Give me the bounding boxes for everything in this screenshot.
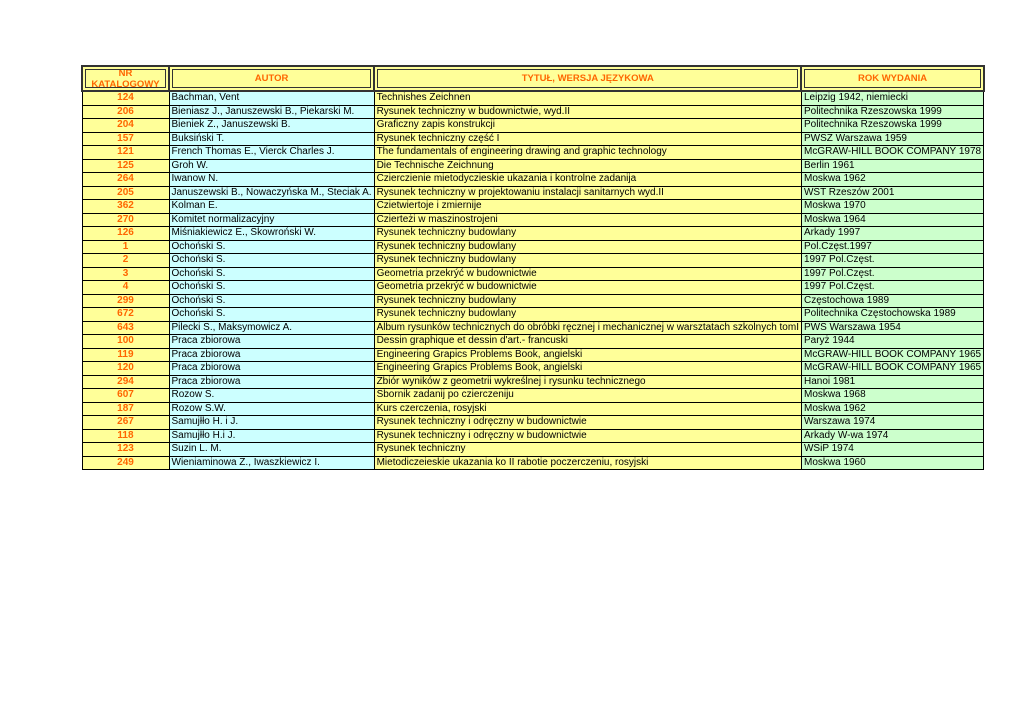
table-row [82, 213, 984, 227]
publication-cell: Leipzig 1942, niemiecki [801, 91, 983, 105]
catalog-number-cell: 1 [82, 240, 169, 254]
title-cell: Rysunek techniczny w projektowaniu instalacji sanitarnych wyd.II [374, 186, 801, 200]
catalog-number-cell: 100 [82, 335, 169, 349]
publication-cell: McGRAW-HILL BOOK COMPANY 1978 [801, 146, 983, 160]
author-cell: Iwanow N. [169, 173, 374, 187]
catalog-number-cell: 204 [82, 119, 169, 133]
author-cell: Ochoński S. [169, 308, 374, 322]
publication-cell: Arkady W-wa 1974 [801, 429, 983, 443]
header-row [82, 66, 984, 91]
catalog-number-cell: 270 [82, 213, 169, 227]
table-row [82, 443, 984, 457]
author-cell: Ochoński S. [169, 294, 374, 308]
table-row [82, 281, 984, 295]
catalog-number-cell: 267 [82, 416, 169, 430]
title-cell: Engineering Grapics Problems Book, angielski [374, 362, 801, 376]
publication-cell: Politechnika Rzeszowska 1999 [801, 119, 983, 133]
author-cell: Bachman, Vent [169, 91, 374, 105]
author-cell: Praca zbiorowa [169, 348, 374, 362]
publication-cell: Moskwa 1962 [801, 402, 983, 416]
title-cell: Die Technische Zeichnung [374, 159, 801, 173]
table-row [82, 416, 984, 430]
author-cell: French Thomas E., Vierck Charles J. [169, 146, 374, 160]
table-row [82, 119, 984, 133]
publication-cell: Berlin 1961 [801, 159, 983, 173]
publication-cell: Hanoi 1981 [801, 375, 983, 389]
publication-cell: PWS Warszawa 1954 [801, 321, 983, 335]
publication-cell: WST Rzeszów 2001 [801, 186, 983, 200]
publication-cell: 1997 Pol.Częst. [801, 281, 983, 295]
catalog-number-cell: 249 [82, 456, 169, 470]
catalog-number-cell: 125 [82, 159, 169, 173]
author-cell: Bieniek Z., Januszewski B. [169, 119, 374, 133]
title-cell: Rysunek techniczny budowlany [374, 308, 801, 322]
title-cell: Zbiór wyników z geometrii wykreślnej i rysunku technicznego [374, 375, 801, 389]
catalog-number-cell: 362 [82, 200, 169, 214]
author-cell: Suzin L. M. [169, 443, 374, 457]
catalog-number-cell: 264 [82, 173, 169, 187]
catalog-number-cell: 120 [82, 362, 169, 376]
title-cell: Rysunek techniczny i odręczny w budownictwie [374, 416, 801, 430]
title-cell: Rysunek techniczny budowlany [374, 240, 801, 254]
author-cell: Samujłło H.i J. [169, 429, 374, 443]
table-row [82, 227, 984, 241]
author-cell: Pilecki S., Maksymowicz A. [169, 321, 374, 335]
catalog-number-cell: 299 [82, 294, 169, 308]
author-cell: Wieniaminowa Z., Iwaszkiewicz I. [169, 456, 374, 470]
catalog-number-cell: 124 [82, 91, 169, 105]
catalog-number-cell: 643 [82, 321, 169, 335]
table-row [82, 402, 984, 416]
author-cell: Bieniasz J., Januszewski B., Piekarski M. [169, 105, 374, 119]
catalog-number-cell: 187 [82, 402, 169, 416]
title-cell: Rysunek techniczny i odręczny w budownictwie [374, 429, 801, 443]
catalog-number-cell: 2 [82, 254, 169, 268]
table-row [82, 186, 984, 200]
author-cell: Komitet normalizacyjny [169, 213, 374, 227]
author-cell: Miśniakiewicz E., Skowroński W. [169, 227, 374, 241]
publication-cell: Politechnika Rzeszowska 1999 [801, 105, 983, 119]
table-row [82, 348, 984, 362]
publication-cell: Moskwa 1962 [801, 173, 983, 187]
title-cell: Technishes Zeichnen [374, 91, 801, 105]
publication-cell: Paryż 1944 [801, 335, 983, 349]
title-cell: Engineering Grapics Problems Book, angielski [374, 348, 801, 362]
table-row [82, 240, 984, 254]
table-row [82, 335, 984, 349]
table-row [82, 321, 984, 335]
catalog-number-cell: 206 [82, 105, 169, 119]
author-cell: Ochoński S. [169, 240, 374, 254]
title-cell: Mietodiczeieskie ukazania ko II rabotie poczerczeniu, rosyjski [374, 456, 801, 470]
title-cell: Sbornik zadanij po czierczeniju [374, 389, 801, 403]
catalog-number-cell: 607 [82, 389, 169, 403]
table-row [82, 375, 984, 389]
title-cell: Geometria przekrýć w budownictwie [374, 281, 801, 295]
publication-cell: Moskwa 1960 [801, 456, 983, 470]
author-cell: Kolman E. [169, 200, 374, 214]
header-autor: AUTOR [169, 66, 374, 91]
title-cell: Dessin graphique et dessin d'art.- francuski [374, 335, 801, 349]
author-cell: Ochoński S. [169, 281, 374, 295]
table-row [82, 294, 984, 308]
title-cell: Graficzny zapis konstrukcji [374, 119, 801, 133]
catalog-number-cell: 126 [82, 227, 169, 241]
title-cell: Kurs czerczenia, rosyjski [374, 402, 801, 416]
catalog-number-cell: 672 [82, 308, 169, 322]
table-row [82, 429, 984, 443]
table-row [82, 146, 984, 160]
table-row [82, 389, 984, 403]
author-cell: Rozow S.W. [169, 402, 374, 416]
publication-cell: Moskwa 1964 [801, 213, 983, 227]
table-row [82, 254, 984, 268]
table-row [82, 267, 984, 281]
author-cell: Ochoński S. [169, 254, 374, 268]
catalog-number-cell: 123 [82, 443, 169, 457]
table-row [82, 308, 984, 322]
author-cell: Groh W. [169, 159, 374, 173]
publication-cell: Moskwa 1968 [801, 389, 983, 403]
author-cell: Ochoński S. [169, 267, 374, 281]
title-cell: Rysunek techniczny budowlany [374, 254, 801, 268]
catalog-number-cell: 121 [82, 146, 169, 160]
title-cell: The fundamentals of engineering drawing and graphic technology [374, 146, 801, 160]
catalog-number-cell: 294 [82, 375, 169, 389]
author-cell: Praca zbiorowa [169, 362, 374, 376]
header-nr-katalogowy: NR KATALOGOWY [82, 66, 169, 91]
table-row [82, 159, 984, 173]
title-cell: Album rysunków technicznych do obróbki ręcznej i mechanicznej w warsztatach szkolnych tomI [374, 321, 801, 335]
publication-cell: McGRAW-HILL BOOK COMPANY 1965 [801, 348, 983, 362]
publication-cell: McGRAW-HILL BOOK COMPANY 1965 [801, 362, 983, 376]
catalog-number-cell: 3 [82, 267, 169, 281]
catalog-table [81, 65, 985, 470]
publication-cell: WSiP 1974 [801, 443, 983, 457]
title-cell: Rysunek techniczny w budownictwie, wyd.II [374, 105, 801, 119]
catalog-number-cell: 4 [82, 281, 169, 295]
author-cell: Buksiński T. [169, 132, 374, 146]
title-cell: Rysunek techniczny część I [374, 132, 801, 146]
publication-cell: 1997 Pol.Częst. [801, 254, 983, 268]
publication-cell: Arkady 1997 [801, 227, 983, 241]
author-cell: Praca zbiorowa [169, 335, 374, 349]
publication-cell: Politechnika Częstochowska 1989 [801, 308, 983, 322]
catalog-number-cell: 157 [82, 132, 169, 146]
title-cell: Czietwiertoje i zmiernije [374, 200, 801, 214]
publication-cell: PWSZ Warszawa 1959 [801, 132, 983, 146]
publication-cell: Pol.Częst.1997 [801, 240, 983, 254]
publication-cell: Częstochowa 1989 [801, 294, 983, 308]
title-cell: Czierteżi w maszinostrojeni [374, 213, 801, 227]
table-row [82, 173, 984, 187]
title-cell: Czierczienie mietodyczieskie ukazania i kontrolne zadanija [374, 173, 801, 187]
author-cell: Rozow S. [169, 389, 374, 403]
author-cell: Praca zbiorowa [169, 375, 374, 389]
title-cell: Rysunek techniczny budowlany [374, 294, 801, 308]
header-tytul: TYTUŁ, WERSJA JĘZYKOWA [374, 66, 801, 91]
table-row [82, 105, 984, 119]
catalog-number-cell: 119 [82, 348, 169, 362]
table-row [82, 132, 984, 146]
table-row [82, 362, 984, 376]
publication-cell: 1997 Pol.Częst. [801, 267, 983, 281]
table-row [82, 200, 984, 214]
header-rok-wydania: ROK WYDANIA [801, 66, 983, 91]
table-row [82, 456, 984, 470]
author-cell: Januszewski B., Nowaczyńska M., Steciak A. [169, 186, 374, 200]
author-cell: Samujłło H. i J. [169, 416, 374, 430]
table-row [82, 91, 984, 105]
publication-cell: Moskwa 1970 [801, 200, 983, 214]
title-cell: Geometria przekrýć w budownictwie [374, 267, 801, 281]
publication-cell: Warszawa 1974 [801, 416, 983, 430]
title-cell: Rysunek techniczny budowlany [374, 227, 801, 241]
catalog-number-cell: 205 [82, 186, 169, 200]
title-cell: Rysunek techniczny [374, 443, 801, 457]
catalog-number-cell: 118 [82, 429, 169, 443]
